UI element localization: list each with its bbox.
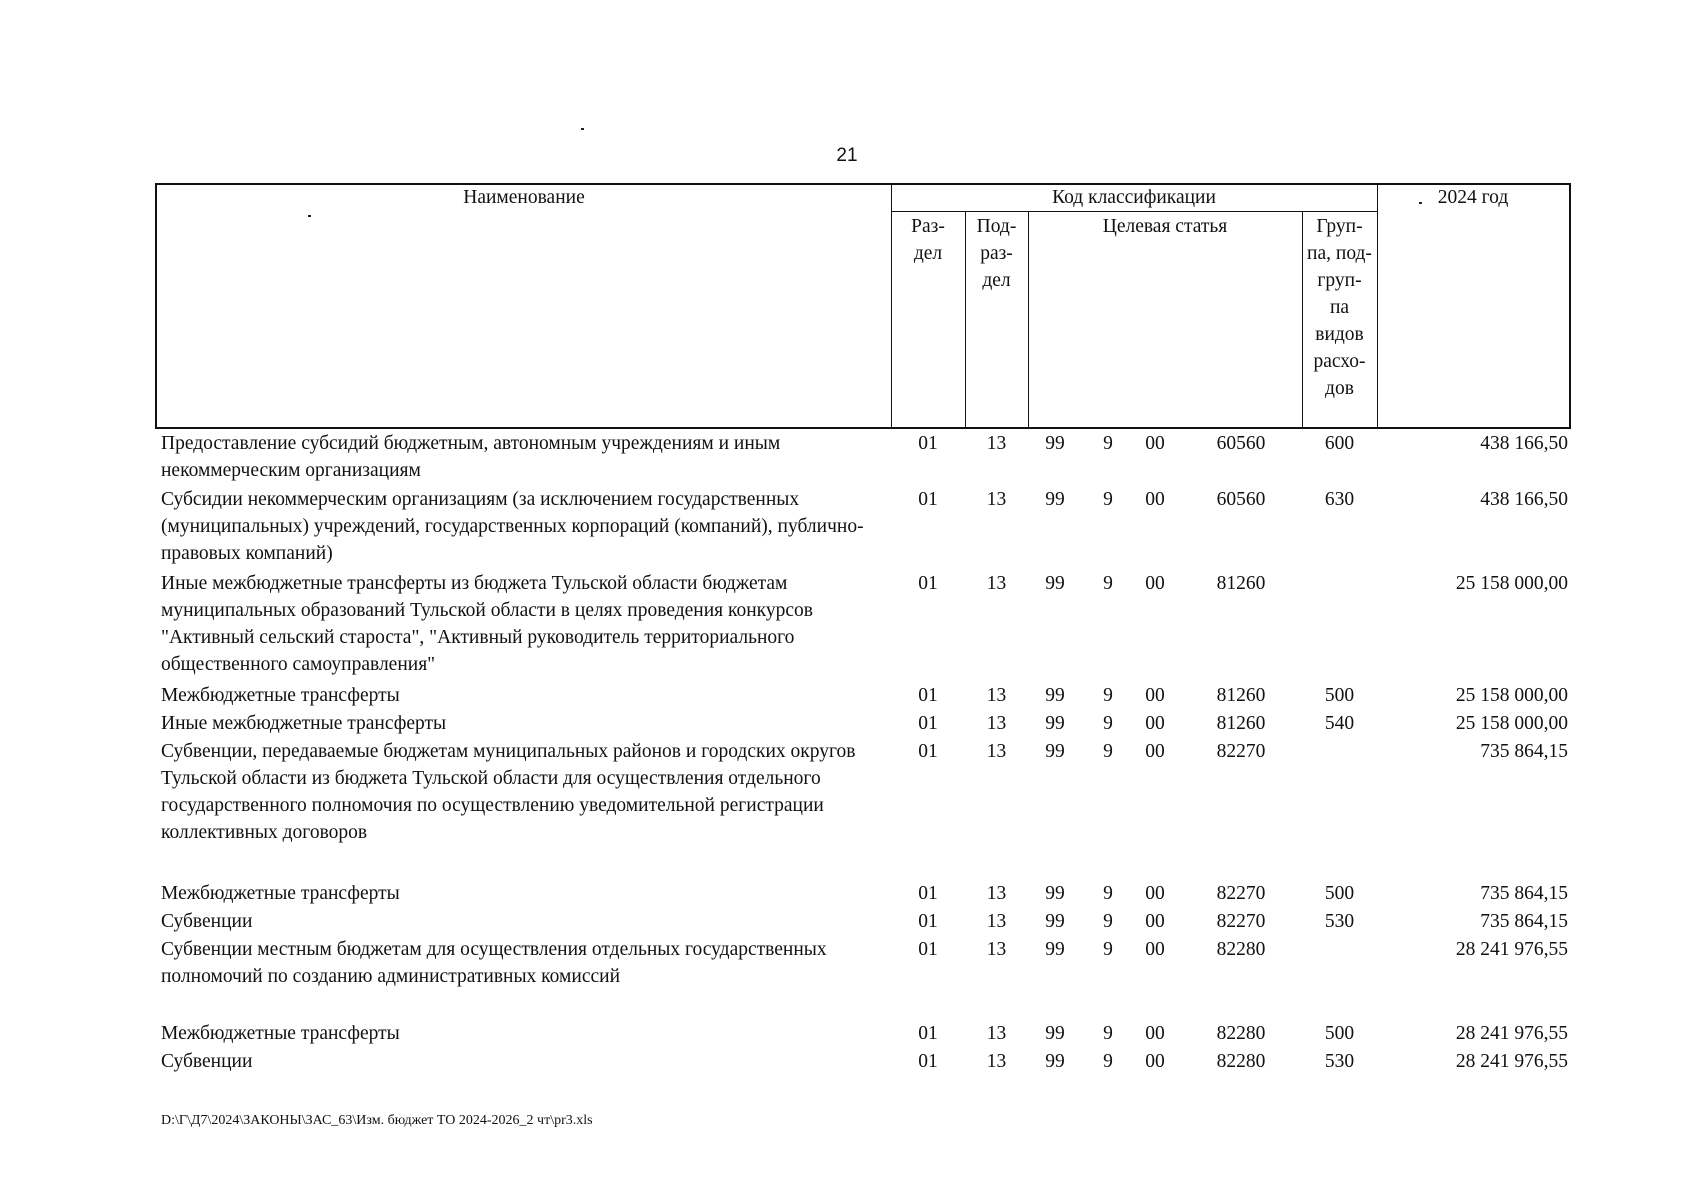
file-path: D:\Г\Д7\2024\ЗАКОНЫ\ЗАС_63\Изм. бюджет ТО 2024-2026_2 чт\pr3.xls [161, 1113, 593, 1128]
row-name: Межбюджетные трансферты [161, 1023, 400, 1044]
target-direction-code: 60560 [1216, 433, 1266, 454]
expense-group-code: 500 [1324, 883, 1355, 904]
section-code: 01 [918, 741, 938, 762]
row-name: Иные межбюджетные трансферты [161, 713, 447, 734]
section-code: 01 [918, 1051, 938, 1072]
header-divider [891, 211, 1377, 212]
target-program-code: 99 [1045, 741, 1065, 762]
subsection-code: 13 [986, 489, 1007, 510]
header-group: Груп- па, под- груп- па видов расхо- дов [1307, 216, 1372, 399]
header-target: Целевая статья [1102, 216, 1228, 237]
row-name: Предоставление субсидий бюджетным, автономным учреждениям и иным некоммерческим организациям [161, 433, 781, 481]
expense-group-code: 530 [1324, 1051, 1355, 1072]
subsection-code: 13 [986, 939, 1007, 960]
header-year: 2024 год [1437, 187, 1509, 208]
target-subprogram-code: 9 [1103, 911, 1113, 932]
subsection-code: 13 [986, 1023, 1007, 1044]
target-subprogram-code: 9 [1103, 1023, 1113, 1044]
target-event-code: 00 [1145, 489, 1165, 510]
expense-group-code: 600 [1324, 433, 1355, 454]
target-direction-code: 82280 [1216, 939, 1266, 960]
expense-group-code: 500 [1324, 1023, 1355, 1044]
expense-group-code: 530 [1324, 911, 1355, 932]
target-subprogram-code: 9 [1103, 489, 1113, 510]
target-event-code: 00 [1145, 573, 1165, 594]
target-program-code: 99 [1045, 911, 1065, 932]
header-code: Код классификации [1052, 187, 1216, 208]
target-direction-code: 82270 [1216, 883, 1266, 904]
amount-2024: 735 864,15 [1480, 741, 1568, 762]
target-subprogram-code: 9 [1103, 713, 1113, 734]
target-program-code: 99 [1045, 573, 1065, 594]
target-event-code: 00 [1145, 433, 1165, 454]
target-direction-code: 81260 [1216, 573, 1266, 594]
target-event-code: 00 [1145, 713, 1165, 734]
amount-2024: 28 241 976,55 [1455, 1023, 1568, 1044]
target-direction-code: 82280 [1216, 1023, 1266, 1044]
row-name: Межбюджетные трансферты [161, 883, 400, 904]
target-subprogram-code: 9 [1103, 741, 1113, 762]
row-name: Межбюджетные трансферты [161, 685, 400, 706]
header-name: Наименование [463, 187, 585, 208]
target-program-code: 99 [1045, 939, 1065, 960]
target-subprogram-code: 9 [1103, 685, 1113, 706]
target-subprogram-code: 9 [1103, 883, 1113, 904]
row-name: Субсидии некоммерческим организациям (за исключением государственных (муниципальных) учреждений, государственных корпораций (компаний), публично-правовых компаний) [161, 489, 864, 564]
section-code: 01 [918, 489, 938, 510]
section-code: 01 [918, 1023, 938, 1044]
target-subprogram-code: 9 [1103, 1051, 1113, 1072]
section-code: 01 [918, 573, 938, 594]
target-subprogram-code: 9 [1103, 573, 1113, 594]
target-event-code: 00 [1145, 1051, 1165, 1072]
section-code: 01 [918, 911, 938, 932]
row-name: Иные межбюджетные трансферты из бюджета Тульской области бюджетам муниципальных образований Тульской области в целях проведения конкурсов "Активный сельский староста", "Активный руководитель территориального общественного самоуправления" [161, 573, 813, 675]
target-program-code: 99 [1045, 883, 1065, 904]
amount-2024: 25 158 000,00 [1455, 685, 1568, 706]
target-direction-code: 82280 [1216, 1051, 1266, 1072]
target-program-code: 99 [1045, 685, 1065, 706]
expense-group-code: 500 [1324, 685, 1355, 706]
row-name: Субвенции местным бюджетам для осуществления отдельных государственных полномочий по созданию административных комиссий [161, 939, 827, 987]
scan-speck [581, 128, 584, 130]
target-event-code: 00 [1145, 883, 1165, 904]
target-program-code: 99 [1045, 1023, 1065, 1044]
expense-group-code: 540 [1324, 713, 1355, 734]
amount-2024: 735 864,15 [1480, 883, 1568, 904]
amount-2024: 28 241 976,55 [1455, 939, 1568, 960]
target-event-code: 00 [1145, 1023, 1165, 1044]
target-event-code: 00 [1145, 939, 1165, 960]
target-direction-code: 60560 [1216, 489, 1266, 510]
amount-2024: 28 241 976,55 [1455, 1051, 1568, 1072]
amount-2024: 25 158 000,00 [1455, 573, 1568, 594]
header-divider [1028, 211, 1029, 429]
subsection-code: 13 [986, 883, 1007, 904]
amount-2024: 25 158 000,00 [1455, 713, 1568, 734]
target-direction-code: 81260 [1216, 713, 1266, 734]
subsection-code: 13 [986, 741, 1007, 762]
amount-2024: 735 864,15 [1480, 911, 1568, 932]
row-name: Субвенции, передаваемые бюджетам муниципальных районов и городских округов Тульской области из бюджета Тульской области для осуществления отдельного государственного полномочия по осуществлению уведомительной регистрации коллективных договоров [161, 741, 856, 843]
page-number: 21 [836, 145, 858, 166]
subsection-code: 13 [986, 433, 1007, 454]
section-code: 01 [918, 883, 938, 904]
target-program-code: 99 [1045, 489, 1065, 510]
header-divider [1377, 183, 1378, 429]
section-code: 01 [918, 685, 938, 706]
target-direction-code: 82270 [1216, 911, 1266, 932]
target-event-code: 00 [1145, 685, 1165, 706]
target-direction-code: 81260 [1216, 685, 1266, 706]
target-program-code: 99 [1045, 1051, 1065, 1072]
subsection-code: 13 [986, 911, 1007, 932]
target-subprogram-code: 9 [1103, 939, 1113, 960]
target-program-code: 99 [1045, 433, 1065, 454]
row-name: Субвенции [161, 911, 253, 932]
amount-2024: 438 166,50 [1480, 433, 1568, 454]
header-subsection: Под- раз- дел [976, 216, 1017, 291]
target-program-code: 99 [1045, 713, 1065, 734]
section-code: 01 [918, 939, 938, 960]
subsection-code: 13 [986, 713, 1007, 734]
target-subprogram-code: 9 [1103, 433, 1113, 454]
amount-2024: 438 166,50 [1480, 489, 1568, 510]
header-section: Раз- дел [911, 216, 945, 264]
target-direction-code: 82270 [1216, 741, 1266, 762]
section-code: 01 [918, 433, 938, 454]
expense-group-code: 630 [1324, 489, 1355, 510]
section-code: 01 [918, 713, 938, 734]
subsection-code: 13 [986, 1051, 1007, 1072]
row-name: Субвенции [161, 1051, 253, 1072]
subsection-code: 13 [986, 573, 1007, 594]
target-event-code: 00 [1145, 911, 1165, 932]
target-event-code: 00 [1145, 741, 1165, 762]
subsection-code: 13 [986, 685, 1007, 706]
